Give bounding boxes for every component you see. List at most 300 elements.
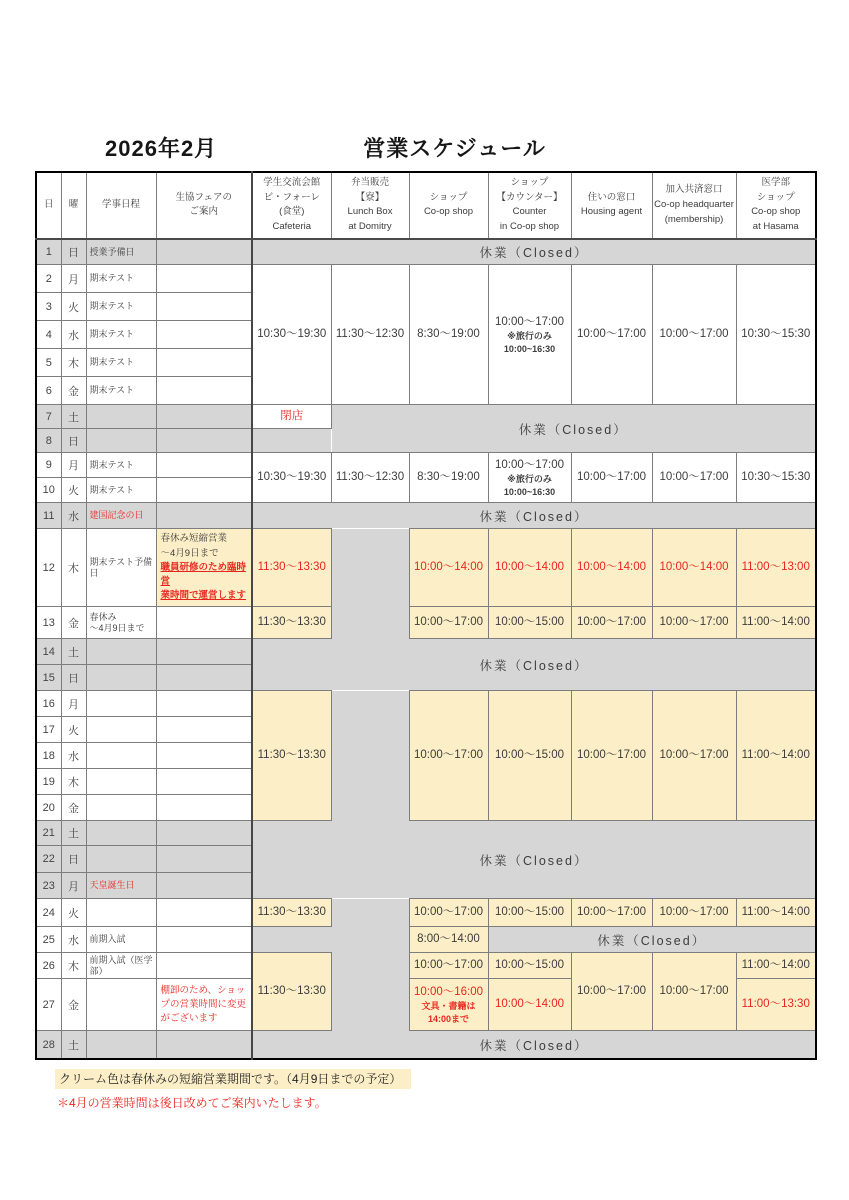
housing-feb9-10 [571,453,652,503]
table-cell [252,927,331,953]
table-cell [61,377,86,405]
table-cell [61,453,86,478]
cell-text: 曜 [68,199,79,211]
cell-text: 10:00〜15:00 [494,906,565,919]
cell-text: 月 [68,273,79,286]
cell-text: 25 [42,933,55,946]
schedule-table-body [36,239,816,1059]
table-cell [156,478,252,503]
table-cell [252,429,331,453]
cell-text: 10:00〜17:00 [659,328,729,341]
table-cell [36,453,61,478]
cell-text: 24 [42,906,55,919]
table-cell [156,743,252,769]
col-header-fair [156,172,252,239]
cell-text: 18 [42,749,55,762]
hasama-feb12 [736,529,816,607]
cell-text: 木 [68,357,79,370]
cell-text: 7 [45,410,52,423]
cell-text: 前期入試 [89,934,126,945]
table-cell [86,743,156,769]
table-cell [156,321,252,349]
table-cell [156,293,252,321]
cell-text: 日 [68,247,79,260]
cell-text: Co-op shop [751,206,801,218]
cell-text: 休業（Closed） [479,853,589,868]
cell-text: 10:00〜17:00 [413,906,484,919]
cell-text: 棚卸のため、ショップの営業時間に変更がございます [160,984,247,1024]
cell-text: 10:00〜17:00 [659,985,729,998]
table-cell [36,899,61,927]
closed-feb7-8 [331,405,816,453]
table-cell [86,478,156,503]
shop-feb25 [409,927,488,953]
schedule-row [36,691,816,717]
cell-text: 休業（Closed） [479,246,589,261]
cell-text: 10:00〜14:00 [576,561,647,574]
table-cell [61,607,86,639]
cell-text: 木 [68,562,79,575]
cell-text: 11:00〜13:00 [741,561,810,574]
cell-text: 建国記念の日 [89,510,144,521]
cafeteria-feb13 [252,607,331,639]
cell-text: 10:00〜17:00 [576,616,647,629]
table-cell [36,239,61,265]
counter-feb24 [488,899,571,927]
schedule-row [36,453,816,478]
cell-text: 10:00〜17:00 [659,616,729,629]
cell-text: 10:00〜17:00 [413,616,484,629]
table-cell [36,503,61,529]
cafeteria-feb26-27 [252,953,331,1031]
table-cell [36,873,61,899]
cell-text: 10:00〜17:00 [659,471,729,484]
table-cell [36,979,61,1031]
cell-text: 10:00〜17:00 [659,749,729,762]
table-cell [156,691,252,717]
cell-text: 金 [68,999,79,1012]
cell-text: ※旅行のみ [507,331,552,342]
cell-text: (membership) [664,213,724,225]
fair-notice-feb12 [156,529,252,607]
cell-text: 加入共済窓口 [665,184,723,196]
cell-text: 木 [68,776,79,789]
table-cell [36,691,61,717]
cell-text: 休業（Closed） [479,1038,589,1053]
table-cell [86,405,156,429]
cell-text: 4 [45,328,52,341]
table-cell [156,927,252,953]
table-cell [156,503,252,529]
cell-text: 10:00〜17:00 [576,906,647,919]
table-cell [156,769,252,795]
cell-text: 10:00〜17:00 [576,471,647,484]
cell-text: 11:00〜14:00 [741,959,810,972]
cell-text: 医学部 [761,177,790,188]
col-header-lunchbox [331,172,409,239]
cell-text: 11:30〜12:30 [335,328,405,341]
table-cell [156,953,252,979]
schedule-row [36,821,816,846]
housing-feb24 [571,899,652,927]
table-cell [86,821,156,846]
schedule-row [36,1031,816,1059]
cell-text: ご案内 [189,206,218,218]
hasama-feb2-6 [736,265,816,405]
cell-text: 【寮】 [355,191,385,203]
table-cell [156,239,252,265]
cell-text: 10:00〜17:00 [576,985,647,998]
headquarter-feb2-6 [652,265,736,405]
cell-text: 天皇誕生日 [89,880,135,891]
cell-text: 授業予備日 [89,246,135,257]
table-cell [86,429,156,453]
cell-text: ショップ [756,191,795,203]
cell-text: 期末テスト [89,385,135,396]
cell-text: 土 [68,411,79,424]
shop-feb16-20 [409,691,488,821]
cell-text: 11:30〜13:30 [257,616,326,629]
schedule-table [35,171,817,1060]
lunchbox-feb2-6 [331,265,409,405]
table-cell [61,478,86,503]
table-cell [156,1031,252,1059]
table-cell [86,293,156,321]
cell-text: 8:30〜19:00 [417,328,480,341]
table-cell [156,665,252,691]
cell-text: 火 [68,301,79,314]
cell-text: 火 [68,724,79,737]
cell-text: 8:00〜14:00 [417,933,480,946]
cell-text: 11 [43,509,55,522]
schedule-row [36,927,816,953]
cell-text: 期末テスト [89,301,135,312]
cell-text: 春休み [89,611,117,622]
table-cell [61,503,86,529]
cell-text: 休業（Closed） [479,658,589,673]
table-cell [61,979,86,1031]
cell-text: 土 [68,828,79,841]
cell-text: 11:30〜13:30 [257,749,326,762]
cell-text: 水 [68,510,79,523]
table-cell [36,1031,61,1059]
cell-text: 【カウンター】 [496,191,563,203]
table-cell [331,953,409,1031]
footnote-april-notice: ＊4月の営業時間は後日改めてご案内いたします。 [57,1095,327,1110]
cell-text: 10:30〜19:30 [257,471,327,484]
cell-text: 火 [68,485,79,498]
cell-text: Counter [512,206,547,218]
table-cell [156,265,252,293]
cell-text: 金 [68,617,79,630]
table-cell [61,405,86,429]
cell-text: 金 [68,802,79,815]
cell-text: 14:00まで [427,1013,470,1024]
table-cell [331,927,409,953]
closed-feb14-15 [252,639,816,691]
table-cell [156,429,252,453]
cell-text: 16 [42,697,55,710]
cell-text: 28 [42,1038,55,1051]
schedule-row [36,529,816,607]
cell-text: 日 [68,854,79,867]
cell-text: 10:00〜16:00 [413,985,484,998]
cell-text: 2 [45,272,52,285]
cell-text: (食堂) [279,206,305,218]
cafeteria-feb9-10 [252,453,331,503]
table-cell [86,239,156,265]
cell-text: 住いの窓口 [587,191,636,203]
cell-text: 期末テスト [89,357,135,368]
cell-text: 文具・書籍は [421,1001,476,1012]
table-cell [36,665,61,691]
cell-text: Co-op headquarter [654,199,734,211]
table-cell [86,377,156,405]
cafeteria-feb24 [252,899,331,927]
hasama-feb13 [736,607,816,639]
cell-text: 20 [42,801,55,814]
table-cell [86,321,156,349]
footnote-cream-legend: クリーム色は春休みの短縮営業期間です。（4月9日までの予定） [55,1070,849,1087]
table-cell [86,979,156,1031]
cell-text: 17 [42,723,55,736]
counter-feb16-20 [488,691,571,821]
counter-feb12 [488,529,571,607]
table-cell [61,239,86,265]
table-cell [36,953,61,979]
footnotes [55,1070,849,1111]
table-cell [156,377,252,405]
counter-feb27 [488,979,571,1031]
cell-text: 月 [68,698,79,711]
table-cell [61,717,86,743]
cell-text: 土 [68,1039,79,1052]
cell-text: 10 [42,484,55,497]
table-cell [61,691,86,717]
table-cell [61,293,86,321]
cell-text: 8:30〜19:00 [417,471,480,484]
table-cell [86,453,156,478]
cell-text: 10:00〜17:00 [413,749,484,762]
cell-text: 10:00〜15:00 [494,959,565,972]
table-cell [36,293,61,321]
cell-text: 22 [42,853,55,866]
schedule-row [36,503,816,529]
col-header-cafeteria [252,172,331,239]
table-cell [36,405,61,429]
cell-text: 10:00~16:30 [503,486,556,497]
closed-feb25 [488,927,816,953]
table-cell [156,349,252,377]
hasama-feb27 [736,979,816,1031]
cell-text: 11:00〜14:00 [741,906,810,919]
table-cell [61,665,86,691]
cell-text: 水 [68,750,79,763]
cell-text: 11:00〜13:30 [741,998,810,1011]
cell-text: Co-op shop [423,206,474,218]
housing-feb13 [571,607,652,639]
schedule-row [36,899,816,927]
cell-text: 10:00〜14:00 [659,561,729,574]
cell-text: 10:00〜14:00 [494,998,565,1011]
shop-feb27 [409,979,488,1031]
col-header-weekday [61,172,86,239]
counter-feb9-10 [488,453,571,503]
cell-text: 生協フェアの [175,191,233,203]
headquarter-feb9-10 [652,453,736,503]
cell-text: ビ・フォーレ [263,191,320,203]
cell-text: ショップ [510,177,549,188]
cell-text: 10:00〜14:00 [413,561,484,574]
cell-text: 11:30〜13:30 [257,985,326,998]
table-cell [156,821,252,846]
table-cell [36,349,61,377]
hasama-feb9-10 [736,453,816,503]
table-cell [86,349,156,377]
table-cell [61,846,86,873]
cell-text: 期末テスト [89,273,135,284]
table-cell [86,529,156,607]
table-cell [61,321,86,349]
cell-text: 月 [68,880,79,893]
cell-text: ショップ [429,191,468,203]
cell-text: 休業（Closed） [518,422,628,437]
cell-text: 1 [45,246,52,259]
cell-text: 21 [42,827,55,840]
col-header-shop [409,172,488,239]
cell-text: 水 [68,934,79,947]
table-cell [86,795,156,821]
page-title-label: 営業スケジュール [363,136,546,161]
page-title-month: 2026年2月 [105,136,218,161]
cell-text: 23 [42,879,55,892]
table-cell [156,453,252,478]
cafeteria-feb2-6 [252,265,331,405]
cell-text: 閉店 [280,410,304,423]
table-cell [61,795,86,821]
schedule-row [36,265,816,293]
cell-text: 27 [42,998,55,1011]
schedule-table-head [36,172,816,239]
table-cell [86,665,156,691]
headquarter-feb13 [652,607,736,639]
cell-text: 9 [45,459,52,472]
cell-text: 19 [42,775,55,788]
table-cell [61,1031,86,1059]
cell-text: 木 [68,960,79,973]
hasama-feb24 [736,899,816,927]
table-cell [61,821,86,846]
table-cell [156,639,252,665]
table-cell [86,846,156,873]
table-cell [156,873,252,899]
cell-text: at Domitry [348,221,392,233]
table-cell [36,478,61,503]
cell-text: 期末テスト予備日 [89,556,153,578]
cell-text: 11:00〜14:00 [741,749,810,762]
shop-feb24 [409,899,488,927]
cell-text: 14 [42,645,55,658]
table-cell [61,639,86,665]
cell-text: 10:30〜19:30 [257,328,327,341]
cell-text: 職員研修のため臨時営 [160,561,247,587]
table-cell [36,846,61,873]
cell-text: 10:00〜17:00 [494,315,565,328]
table-cell [36,769,61,795]
cell-text: in Co-op shop [499,221,560,233]
housing-feb16-20 [571,691,652,821]
schedule-row [36,405,816,429]
cell-text: 11:30〜12:30 [335,471,405,484]
cell-text: 金 [68,385,79,398]
table-cell [61,529,86,607]
fair-notice-feb27 [156,979,252,1031]
cafeteria-feb16-20 [252,691,331,821]
cell-text: 期末テスト [89,484,135,495]
table-cell [36,717,61,743]
col-header-headquarter [652,172,736,239]
cell-text: 日 [68,672,79,685]
table-cell [156,607,252,639]
table-cell [36,743,61,769]
table-cell [61,265,86,293]
table-cell [86,927,156,953]
schedule-row [36,607,816,639]
table-cell [36,321,61,349]
cell-text: 水 [68,329,79,342]
table-cell [156,899,252,927]
cell-text: 火 [68,907,79,920]
table-cell [86,691,156,717]
cell-text: 10:00〜17:00 [413,959,484,972]
schedule-row [36,239,816,265]
cell-text: 休業（Closed） [597,933,707,948]
cell-text: 8 [45,434,52,447]
cell-text: 期末テスト [89,329,135,340]
schedule-row [36,639,816,665]
table-cell [36,607,61,639]
table-cell [86,769,156,795]
table-cell [36,529,61,607]
table-cell [61,769,86,795]
cell-text: 10:00〜15:00 [494,749,565,762]
table-cell [61,349,86,377]
table-cell [156,846,252,873]
cell-text: 10:30〜15:30 [741,328,811,341]
closed-feb21-23 [252,821,816,899]
cell-text: 日 [43,199,54,211]
table-cell [36,795,61,821]
cell-text: 26 [42,959,55,972]
housing-feb12 [571,529,652,607]
col-header-counter [488,172,571,239]
cell-text: 期末テスト [89,459,135,470]
shop-feb13 [409,607,488,639]
col-header-day [36,172,61,239]
holiday-tennou [86,873,156,899]
cell-text: 11:00〜14:00 [741,616,810,629]
closed-feb28 [252,1031,816,1059]
cell-text: 10:00〜15:00 [494,616,565,629]
closed-feb1 [252,239,816,265]
cell-text: 春休み短縮営業 [160,533,228,545]
table-cell [61,953,86,979]
table-cell [86,639,156,665]
cell-text: 10:30〜15:30 [741,471,811,484]
cell-text: 10:00〜17:00 [576,328,647,341]
table-cell [36,821,61,846]
cell-text: 〜4月9日まで [89,622,145,633]
